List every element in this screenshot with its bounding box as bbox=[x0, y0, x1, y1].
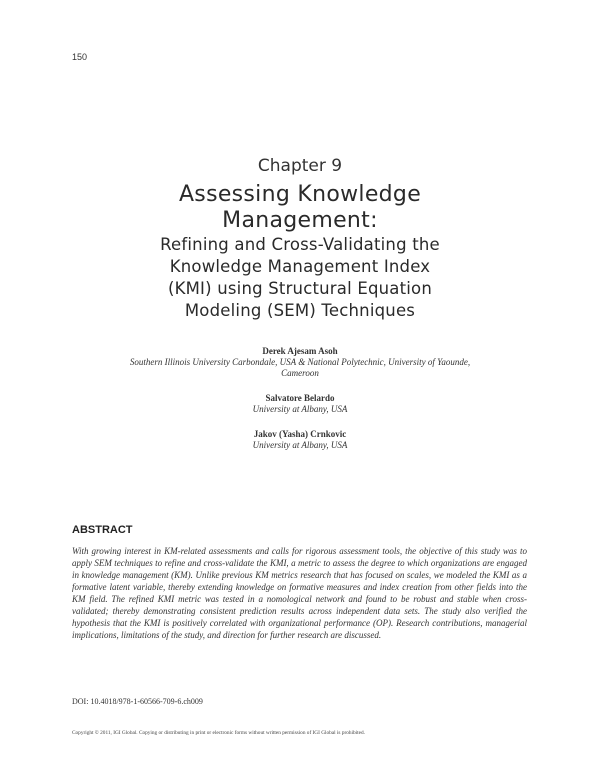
subtitle-line: (KMI) using Structural Equation bbox=[167, 279, 433, 298]
author-entry bbox=[72, 346, 528, 379]
author-affiliation: University at Albany, USA bbox=[252, 404, 348, 414]
author-name: Salvatore Belardo bbox=[265, 393, 335, 403]
doi-line: DOI: 10.4018/978-1-60566-709-6.ch009 bbox=[72, 697, 203, 706]
copyright-footer: Copyright © 2011, IGI Global. Copying or distributing in print or electronic forms without written permission of IGI Global is prohibited. bbox=[72, 730, 365, 736]
author-list bbox=[72, 346, 528, 465]
author-affiliation: University at Albany, USA bbox=[252, 440, 348, 450]
author-name: Jakov (Yasha) Crnkovic bbox=[253, 429, 347, 439]
author-affiliation: Southern Illinois University Carbondale, USA & National Polytechnic, University of Yaounde, bbox=[129, 357, 471, 367]
title-line: Management: bbox=[222, 208, 378, 233]
abstract-heading: ABSTRACT bbox=[72, 524, 133, 536]
page-number: 150 bbox=[72, 52, 88, 62]
chapter-label: Chapter 9 bbox=[257, 156, 343, 176]
author-affiliation: Cameroon bbox=[281, 368, 319, 378]
author-entry bbox=[72, 393, 528, 415]
chapter-title bbox=[60, 182, 540, 322]
subtitle-line: Knowledge Management Index bbox=[169, 257, 431, 276]
abstract-body: With growing interest in KM-related assessments and calls for rigorous assessment tools, the objective of this study was to apply SEM techniques to refine and cross-validate the KMI, a metric to assess the degree to which organizations are engaged in knowledge management (KM). Unlike previous KM metrics research that has focused on scales, we modeled the KMI as a formative latent variable, thereby extending knowledge on formative measures and index creation from other fields into the KM field. The refined KMI metric was tested in a nomological network and found to be robust and stable when cross-validated; thereby demonstrating consistent prediction results across independent data sets. The study also verified the hypothesis that the KMI is positively correlated with organizational performance (OP). Research contributions, managerial implications, limitations of the study, and direction for further research are discussed. bbox=[72, 546, 527, 641]
author-entry bbox=[72, 429, 528, 451]
subtitle-line: Refining and Cross-Validating the bbox=[160, 235, 440, 254]
author-name: Derek Ajesam Asoh bbox=[262, 346, 338, 356]
title-line: Assessing Knowledge bbox=[178, 182, 422, 207]
subtitle-line: Modeling (SEM) Techniques bbox=[184, 301, 416, 320]
